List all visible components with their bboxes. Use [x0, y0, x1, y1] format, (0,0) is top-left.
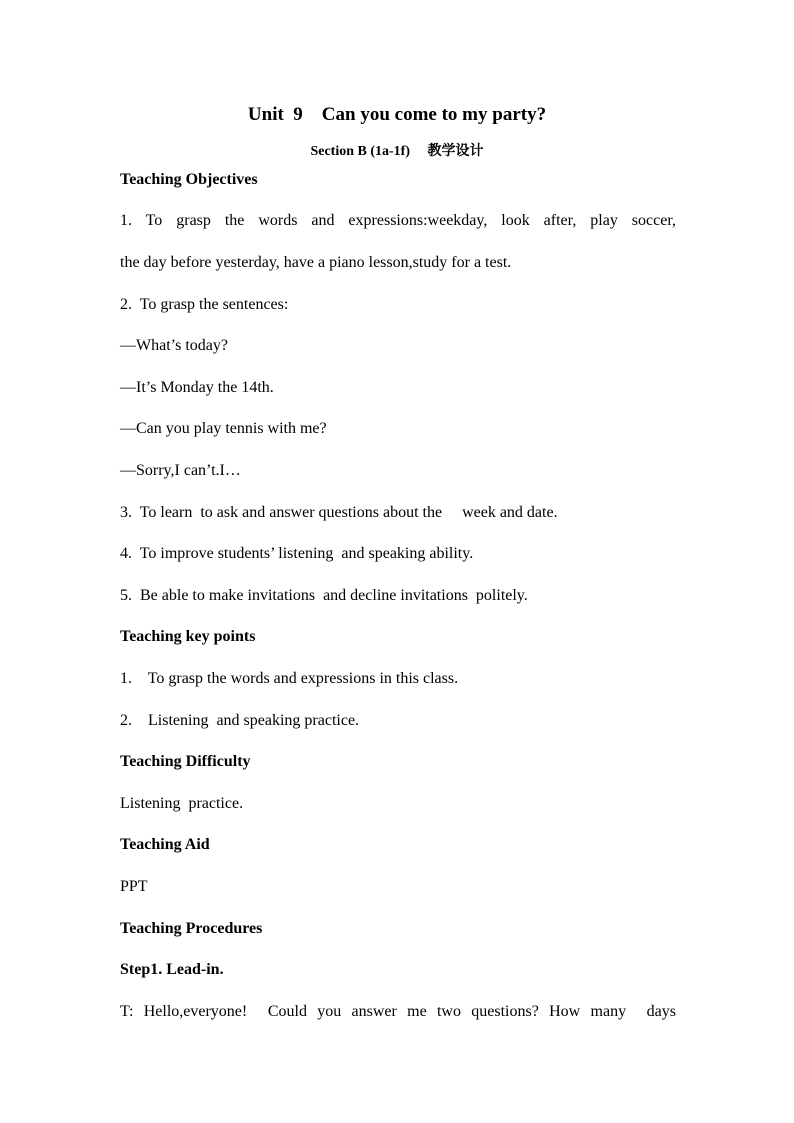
- objective-3: 3. To learn to ask and answer questions about the week and date.: [120, 504, 558, 521]
- step-1-text: T: Hello,everyone! Could you answer me two questions? How many days: [120, 1003, 676, 1020]
- sentence-4: —Sorry,I can’t.I…: [120, 462, 241, 479]
- heading-teaching-procedures: Teaching Procedures: [120, 920, 263, 937]
- sentence-2: —It’s Monday the 14th.: [120, 379, 274, 396]
- objective-1-line-2: the day before yesterday, have a piano lesson,study for a test.: [120, 254, 512, 271]
- objective-1-line-1: 1. To grasp the words and expressions:weekday, look after, play soccer,: [120, 212, 676, 229]
- heading-teaching-objectives: Teaching Objectives: [120, 171, 258, 188]
- key-point-2: 2. Listening and speaking practice.: [120, 712, 360, 729]
- sentence-1: —What’s today?: [120, 337, 228, 354]
- objective-5: 5. Be able to make invitations and decline invitations politely.: [120, 587, 528, 604]
- step-1-heading: Step1. Lead-in.: [120, 961, 224, 978]
- key-point-1: 1. To grasp the words and expressions in this class.: [120, 670, 459, 687]
- heading-teaching-key-points: Teaching key points: [120, 628, 256, 645]
- heading-teaching-difficulty: Teaching Difficulty: [120, 753, 251, 770]
- document-title: Unit 9 Can you come to my party?: [247, 104, 547, 125]
- objective-4: 4. To improve students’ listening and speaking ability.: [120, 545, 474, 562]
- document-subtitle: Section B (1a-1f) 教学设计: [310, 144, 484, 159]
- heading-teaching-aid: Teaching Aid: [120, 836, 210, 853]
- objective-2: 2. To grasp the sentences:: [120, 296, 289, 313]
- difficulty-text: Listening practice.: [120, 795, 244, 812]
- sentence-3: —Can you play tennis with me?: [120, 420, 327, 437]
- aid-text: PPT: [120, 878, 148, 895]
